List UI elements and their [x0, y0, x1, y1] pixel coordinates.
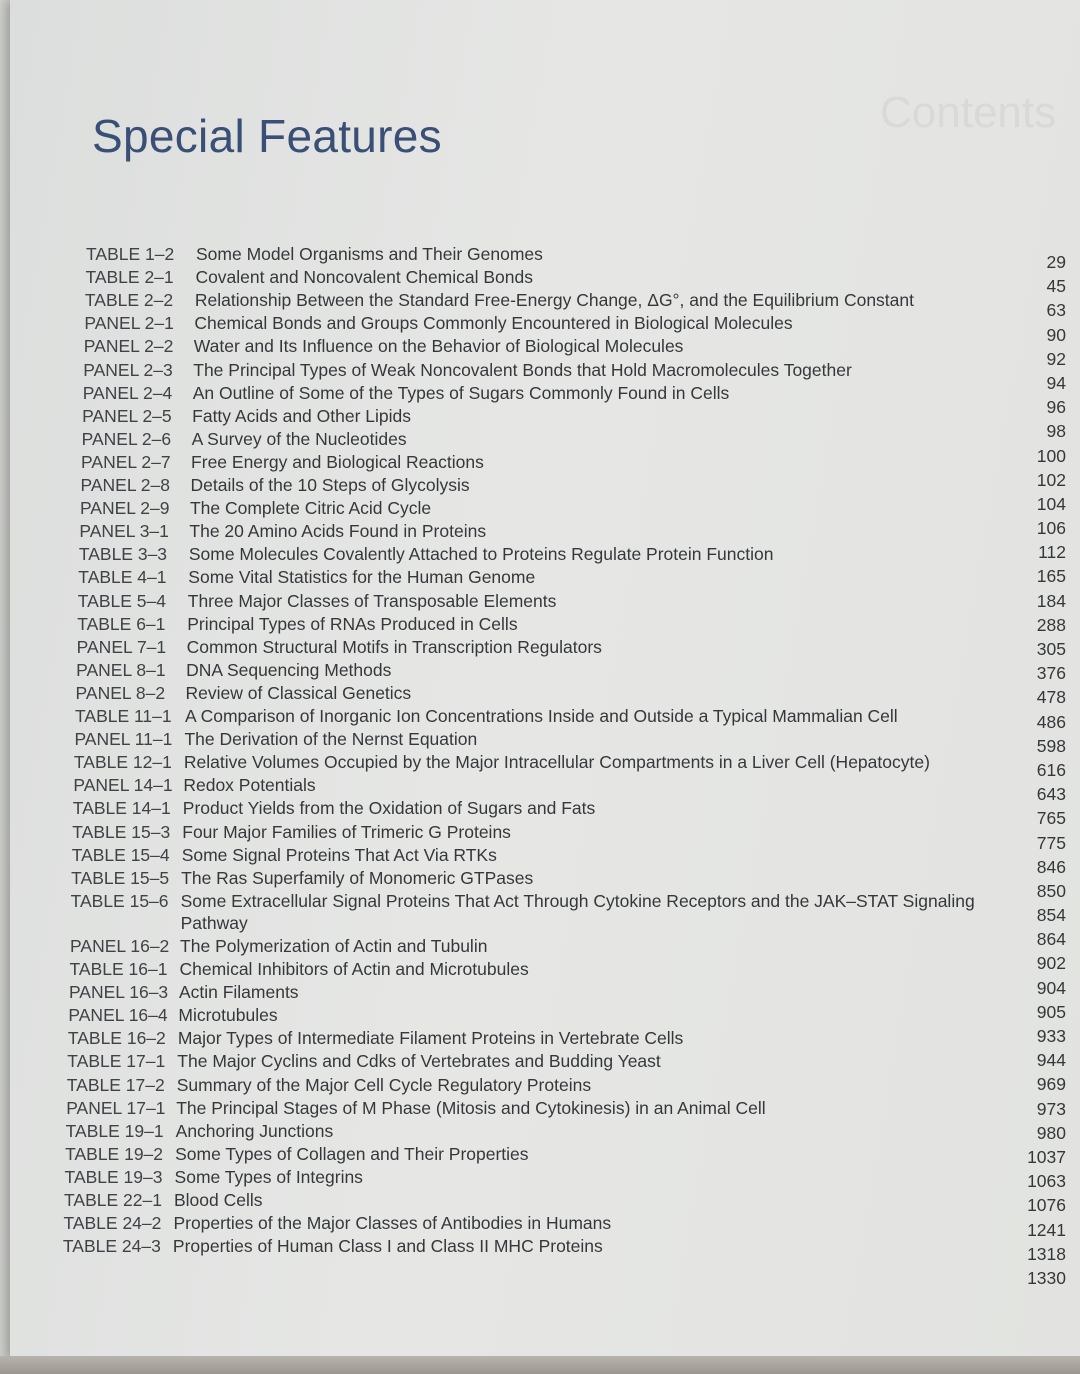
feature-title: Anchoring Junctions: [175, 1120, 334, 1141]
page-number: 104: [1036, 493, 1066, 514]
page-number: 102: [1036, 469, 1066, 490]
feature-label: TABLE 24–2: [63, 1213, 162, 1234]
feature-label: PANEL 2–1: [84, 313, 174, 334]
feature-title: A Comparison of Inorganic Ion Concentrations Inside and Outside a Typical Mammalian Cell: [185, 706, 898, 726]
feature-title: Details of the 10 Steps of Glycolysis: [190, 475, 470, 495]
page-number: 288: [1036, 614, 1066, 635]
page-number: 1076: [1027, 1195, 1066, 1216]
feature-label: TABLE 19–2: [65, 1143, 164, 1164]
feature-label: TABLE 19–1: [65, 1120, 164, 1141]
feature-title: Some Vital Statistics for the Human Genome: [188, 567, 536, 588]
feature-title: Free Energy and Biological Reactions: [191, 451, 484, 472]
feature-title: The Principal Stages of M Phase (Mitosis and Cytokinesis) in an Animal Cell: [176, 1097, 766, 1118]
page-number: 184: [1036, 590, 1066, 611]
feature-title: The Complete Citric Acid Cycle: [189, 498, 432, 519]
feature-title: Common Structural Motifs in Transcription Regulators: [186, 636, 602, 657]
feature-title: DNA Sequencing Methods: [186, 659, 392, 680]
feature-title: Summary of the Major Cell Cycle Regulatory Proteins: [176, 1074, 592, 1095]
page-number: 165: [1036, 566, 1066, 587]
page-number: 112: [1038, 542, 1066, 563]
page-number: 902: [1036, 953, 1066, 974]
page-number: 904: [1036, 977, 1066, 998]
page-number: 905: [1036, 1001, 1066, 1022]
page-number: 106: [1036, 518, 1066, 539]
page-number: 478: [1036, 687, 1066, 708]
feature-label: PANEL 3–1: [79, 521, 169, 542]
page-number: 616: [1036, 759, 1066, 780]
feature-title: The Polymerization of Actin and Tubulin: [180, 935, 488, 956]
feature-label: PANEL 8–1: [76, 659, 166, 680]
book-page: [10, 0, 1080, 1360]
feature-label: TABLE 1–2: [86, 244, 175, 264]
feature-title: Chemical Inhibitors of Actin and Microtubules: [179, 959, 529, 979]
feature-label: PANEL 14–1: [73, 775, 173, 796]
feature-label: TABLE 6–1: [77, 613, 166, 634]
feature-title-continuation: Pathway: [180, 912, 248, 933]
feature-title: The Ras Superfamily of Monomeric GTPases: [181, 867, 534, 888]
feature-label: TABLE 22–1: [64, 1190, 162, 1210]
feature-label: TABLE 4–1: [78, 567, 167, 588]
feature-label: TABLE 15–3: [72, 821, 171, 842]
feature-title: Four Major Families of Trimeric G Proteins: [182, 821, 511, 842]
page-number-column: [996, 250, 1066, 1290]
page-number: 92: [1046, 348, 1066, 369]
feature-label: TABLE 5–4: [77, 590, 166, 611]
feature-title: A Survey of the Nucleotides: [191, 428, 407, 449]
feature-label: PANEL 2–5: [82, 405, 172, 426]
feature-title: Actin Filaments: [178, 982, 299, 1003]
feature-title: The Derivation of the Nernst Equation: [184, 729, 478, 750]
feature-label: PANEL 2–9: [79, 498, 170, 519]
feature-title: Fatty Acids and Other Lipids: [192, 405, 412, 426]
feature-label: TABLE 15–6: [70, 890, 169, 911]
page-number: 1318: [1027, 1243, 1066, 1264]
feature-title: Product Yields from the Oxidation of Sugars and Fats: [182, 798, 596, 819]
feature-title: The Principal Types of Weak Noncovalent Bonds that Hold Macromolecules Together: [193, 359, 852, 380]
feature-title: Relative Volumes Occupied by the Major Intracellular Compartments in a Liver Cell (Hepatocyte): [183, 752, 930, 773]
feature-label: TABLE 17–2: [66, 1074, 165, 1095]
page-number: 765: [1036, 808, 1066, 829]
page-number: 1037: [1027, 1146, 1066, 1167]
page-number: 100: [1036, 445, 1066, 466]
feature-label: PANEL 16–4: [68, 1005, 168, 1026]
feature-title: Covalent and Noncovalent Chemical Bonds: [195, 267, 533, 288]
feature-label: TABLE 2–2: [84, 290, 174, 311]
feature-title: Redox Potentials: [183, 775, 316, 796]
page-number: 376: [1036, 663, 1066, 684]
feature-label: PANEL 11–1: [74, 729, 173, 750]
page-number: 643: [1036, 784, 1066, 805]
feature-label: TABLE 16–2: [67, 1028, 166, 1049]
page-number: 854: [1036, 905, 1066, 926]
page-number: 1241: [1027, 1219, 1066, 1240]
feature-label: PANEL 2–2: [83, 336, 174, 357]
page-number: 29: [1046, 252, 1066, 272]
page-number: 90: [1046, 324, 1066, 345]
feature-title: Some Types of Collagen and Their Properties: [175, 1143, 529, 1164]
feature-title: Some Molecules Covalently Attached to Proteins Regulate Protein Function: [188, 544, 774, 565]
feature-label: PANEL 16–3: [68, 982, 169, 1003]
feature-label: TABLE 24–3: [62, 1236, 161, 1257]
feature-title: Microtubules: [178, 1005, 278, 1026]
feature-title: Some Signal Proteins That Act Via RTKs: [181, 844, 497, 865]
feature-title: Major Types of Intermediate Filament Proteins in Vertebrate Cells: [177, 1028, 684, 1049]
feature-title: The 20 Amino Acids Found in Proteins: [189, 521, 487, 542]
feature-label: TABLE 17–1: [67, 1051, 166, 1072]
page-number: 305: [1036, 639, 1066, 659]
page-bottom-edge: [0, 1356, 1080, 1374]
page-number: 980: [1036, 1122, 1066, 1143]
feature-label: PANEL 2–4: [82, 382, 173, 403]
page-number: 1330: [1027, 1267, 1066, 1288]
page-number: 45: [1046, 276, 1066, 297]
page-number: 846: [1036, 856, 1066, 877]
feature-title: Water and Its Influence on the Behavior of Biological Molecules: [193, 336, 684, 357]
feature-title: Principal Types of RNAs Produced in Cells: [187, 613, 518, 634]
feature-title: Some Extracellular Signal Proteins That Act Through Cytokine Receptors and the JAK–STAT Signaling: [180, 890, 975, 911]
feature-label: TABLE 15–5: [71, 867, 170, 888]
page-number: 486: [1036, 711, 1066, 732]
features-list: [10, 0, 1080, 1360]
page-number: 933: [1036, 1026, 1066, 1046]
page-number: 1063: [1027, 1171, 1066, 1192]
feature-title: Some Types of Integrins: [174, 1166, 363, 1187]
page-title: Special Features: [92, 109, 442, 162]
page-number: 973: [1036, 1098, 1066, 1119]
feature-label: TABLE 2–1: [85, 267, 174, 288]
feature-label: PANEL 2–7: [81, 451, 171, 472]
feature-title: Review of Classical Genetics: [185, 682, 412, 703]
page-number: 96: [1046, 397, 1066, 418]
page-number: 94: [1046, 372, 1066, 393]
feature-label: PANEL 2–3: [83, 359, 173, 380]
bleed-through-text: Contents: [880, 88, 1057, 137]
feature-title: The Major Cyclins and Cdks of Vertebrates and Budding Yeast: [177, 1051, 661, 1072]
page-number: 775: [1036, 832, 1066, 853]
page-number: 598: [1036, 735, 1066, 756]
feature-title: Properties of the Major Classes of Antibodies in Humans: [173, 1213, 612, 1234]
page-number: 944: [1036, 1050, 1066, 1071]
page-number: 850: [1036, 880, 1066, 901]
page-number: 98: [1046, 421, 1066, 442]
feature-title: Blood Cells: [174, 1190, 263, 1210]
feature-label: PANEL 2–6: [81, 428, 172, 449]
feature-title: Relationship Between the Standard Free-Energy Change, ΔG°, and the Equilibrium Constant: [194, 290, 914, 311]
feature-title: Properties of Human Class I and Class II MHC Proteins: [172, 1236, 603, 1257]
page-number: 63: [1046, 300, 1066, 321]
feature-label: PANEL 16–2: [70, 935, 170, 956]
feature-label: PANEL 7–1: [76, 636, 167, 657]
feature-label: TABLE 14–1: [72, 798, 171, 819]
page-number: 864: [1036, 929, 1066, 950]
feature-title: Some Model Organisms and Their Genomes: [196, 244, 543, 264]
feature-label: TABLE 19–3: [64, 1166, 163, 1187]
page-number: 969: [1036, 1074, 1066, 1095]
feature-label: TABLE 3–3: [78, 544, 168, 565]
feature-label: PANEL 2–8: [80, 475, 170, 495]
feature-label: PANEL 17–1: [66, 1097, 166, 1118]
feature-label: PANEL 8–2: [75, 682, 166, 703]
feature-label: TABLE 12–1: [73, 752, 172, 773]
feature-label: TABLE 11–1: [75, 706, 172, 726]
feature-title: An Outline of Some of the Types of Sugars Commonly Found in Cells: [192, 382, 730, 403]
feature-title: Chemical Bonds and Groups Commonly Encountered in Biological Molecules: [194, 313, 793, 334]
feature-title: Three Major Classes of Transposable Elements: [187, 590, 557, 611]
feature-label: TABLE 15–4: [71, 844, 170, 865]
feature-label: TABLE 16–1: [69, 959, 168, 979]
